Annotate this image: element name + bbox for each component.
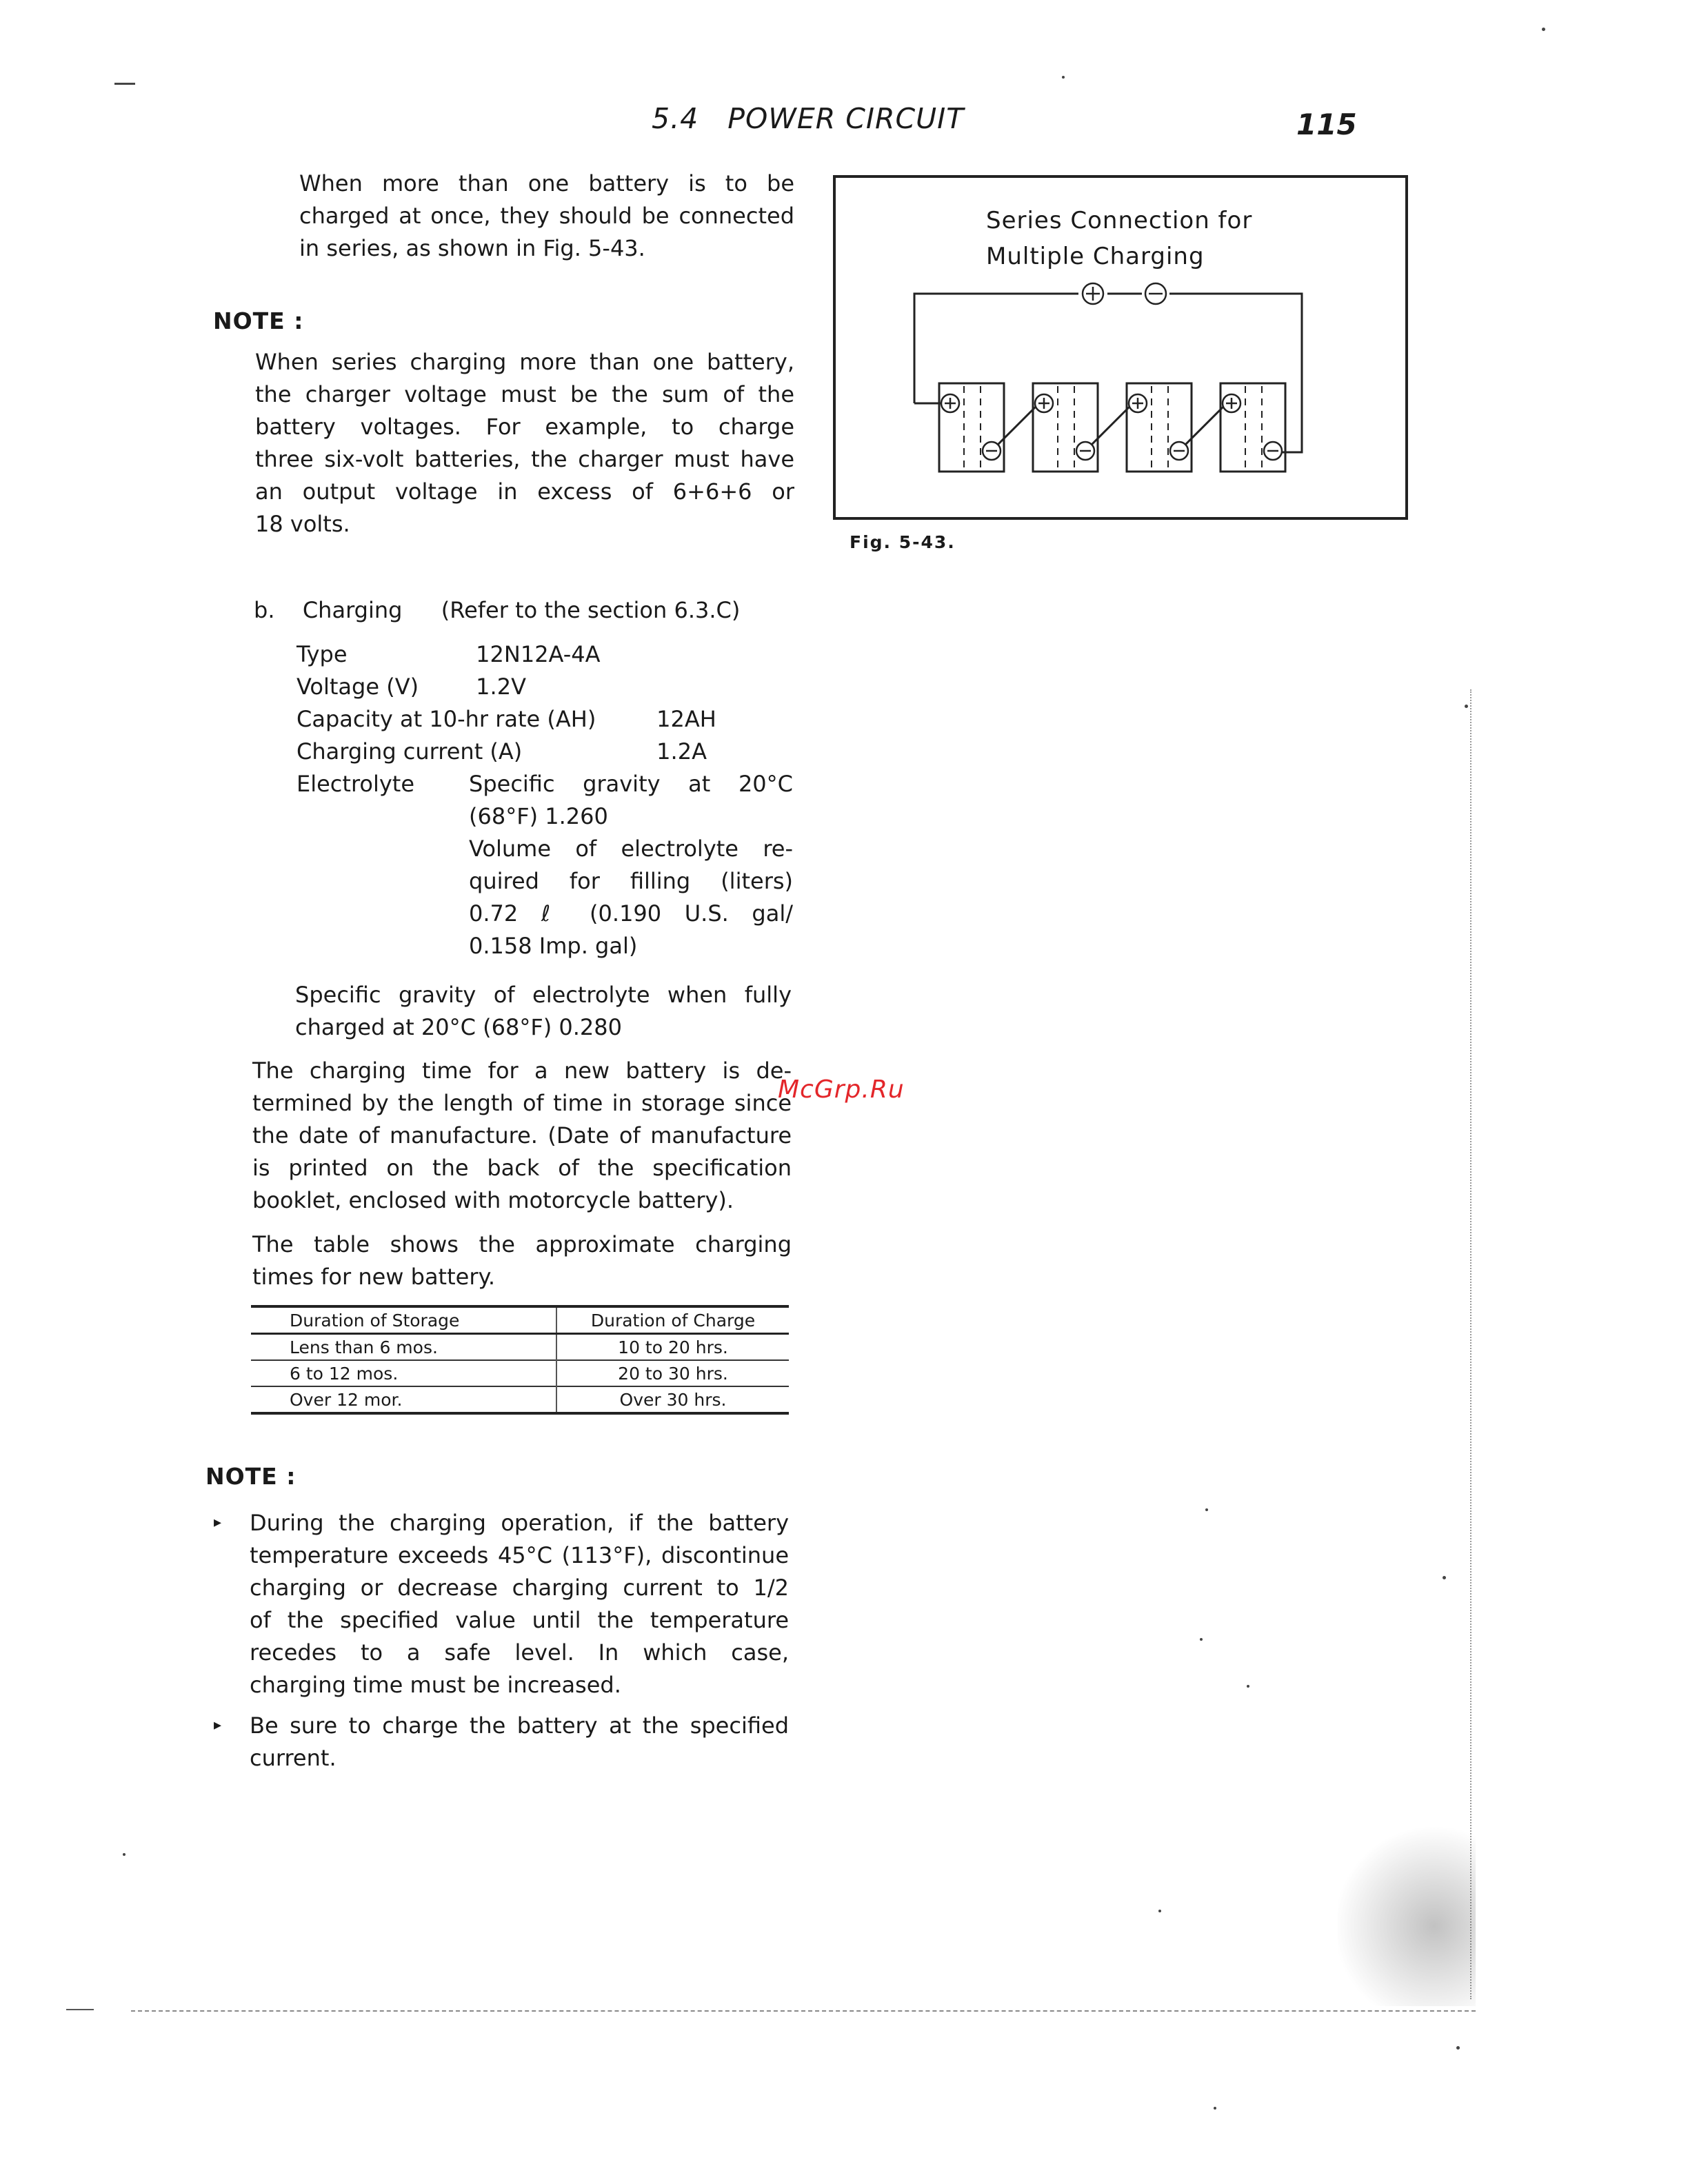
scan-speck — [1456, 2046, 1460, 2050]
page-number: 115 — [1296, 108, 1357, 141]
spec-row-capacity — [297, 706, 716, 732]
spec-label: Type — [297, 641, 348, 667]
section-title: 5.4 POWER CIRCUIT — [652, 102, 965, 135]
text-line: times for new battery. — [252, 1264, 496, 1290]
charging-heading-ref: (Refer to the section 6.3.C) — [441, 597, 741, 623]
text-line: battery voltages. For example, to charge — [255, 414, 794, 440]
table-intro-paragraph — [252, 1228, 792, 1293]
text-line: charged at once, they should be connected — [299, 203, 794, 229]
list-marker: b. — [254, 597, 275, 623]
table-cell: Over 12 mor. — [251, 1386, 556, 1413]
note-label: NOTE : — [213, 307, 304, 334]
full-charge-paragraph — [295, 979, 792, 1044]
text-line: charged at 20°C (68°F) 0.280 — [295, 1014, 622, 1040]
table-row — [251, 1360, 789, 1386]
note2-bullet2 — [250, 1710, 789, 1775]
text-line: the date of manufacture. (Date of manufacture — [252, 1122, 792, 1149]
scan-speck — [1205, 1508, 1208, 1511]
scan-mark — [66, 2009, 94, 2010]
text-line: charging time must be increased. — [250, 1672, 621, 1698]
text-line: the charger voltage must be the sum of the — [255, 381, 794, 407]
scan-speck — [1247, 1685, 1249, 1688]
text-line: current. — [250, 1745, 336, 1771]
spec-value: 12AH — [656, 706, 716, 732]
text-line: Be sure to charge the battery at the specified — [250, 1712, 789, 1739]
text-line: booklet, enclosed with motorcycle battery). — [252, 1187, 734, 1213]
text-line: recedes to a safe level. In which case, — [250, 1639, 789, 1666]
watermark-text: McGrp.Ru — [778, 1075, 905, 1104]
electrolyte-details — [469, 768, 793, 962]
note-label: NOTE : — [205, 1463, 297, 1490]
table-cell: Lens than 6 mos. — [251, 1334, 556, 1361]
table-cell: 20 to 30 hrs. — [618, 1363, 728, 1384]
spec-label: Charging current (A) — [297, 738, 523, 765]
column-header: Duration of Charge — [590, 1310, 756, 1331]
charging-heading-text: Charging — [302, 597, 403, 623]
scan-speck — [1443, 1576, 1446, 1579]
table-cell: 10 to 20 hrs. — [618, 1337, 728, 1357]
column-header: Duration of Storage — [251, 1306, 556, 1334]
spec-value: 1.2A — [656, 738, 707, 765]
spec-label: Voltage (V) — [297, 674, 419, 700]
spec-row-type — [297, 641, 601, 667]
scan-speck — [1200, 1638, 1203, 1641]
charging-time-table — [251, 1305, 789, 1415]
scan-speck — [1465, 705, 1468, 708]
charging-heading — [254, 597, 740, 623]
text-line: temperature exceeds 45°C (113°F), discontinue — [250, 1542, 789, 1568]
text-line: charging or decrease charging current to 1/2 — [250, 1575, 789, 1601]
series-connection-diagram — [833, 175, 1408, 520]
table-cell: Over 30 hrs. — [619, 1389, 727, 1410]
table-header-row — [251, 1306, 789, 1334]
scan-speck — [1542, 28, 1545, 31]
scan-speck — [1158, 1910, 1161, 1912]
bullet-icon: ▸ — [214, 1717, 222, 1734]
text-line: 18 volts. — [255, 511, 350, 537]
spec-value: 1.2V — [476, 674, 526, 700]
note2-bullet1 — [250, 1507, 789, 1701]
figure-title-line: Multiple Charging — [986, 243, 1205, 270]
scan-edge-line — [131, 2010, 1476, 2013]
table-cell: 6 to 12 mos. — [251, 1360, 556, 1386]
note1-paragraph — [255, 346, 794, 540]
table-row — [251, 1334, 789, 1361]
text-line: (68°F) 1.260 — [469, 803, 608, 829]
intro-paragraph — [299, 168, 794, 265]
spec-row-current — [297, 738, 707, 765]
text-line: quired for filling (liters) — [469, 868, 793, 894]
figure-caption: Fig. 5-43. — [850, 532, 956, 552]
text-line: in series, as shown in Fig. 5-43. — [299, 235, 645, 261]
scan-speck — [114, 83, 135, 85]
text-line: of the specified value until the temperature — [250, 1607, 789, 1633]
text-line: When more than one battery is to be — [299, 170, 794, 196]
text-line: Volume of electrolyte re- — [469, 836, 793, 862]
charger-negative-wire — [1169, 294, 1302, 452]
scan-speck — [123, 1853, 125, 1856]
figure-title-line: Series Connection for — [986, 207, 1253, 234]
scan-edge-line — [1470, 689, 1472, 1999]
bullet-icon: ▸ — [214, 1514, 222, 1531]
electrolyte-label: Electrolyte — [297, 771, 415, 797]
charging-time-paragraph — [252, 1055, 792, 1217]
text-line: The table shows the approximate charging — [252, 1231, 792, 1257]
text-line: is printed on the back of the specification — [252, 1155, 792, 1181]
text-line: three six-volt batteries, the charger must have — [255, 446, 794, 472]
scan-speck — [1062, 76, 1065, 79]
text-line: Specific gravity at 20°C — [469, 771, 793, 797]
text-line: The charging time for a new battery is de- — [252, 1058, 792, 1084]
text-line: termined by the length of time in storage since — [252, 1090, 792, 1116]
text-line: 0.158 Imp. gal) — [469, 933, 638, 959]
spec-row-voltage — [297, 674, 526, 700]
text-line: an output voltage in excess of 6+6+6 or — [255, 478, 794, 505]
scan-speck — [1214, 2107, 1216, 2110]
text-line: During the charging operation, if the battery — [250, 1510, 789, 1536]
spec-label: Capacity at 10-hr rate (AH) — [297, 706, 596, 732]
scan-smudge — [1338, 1806, 1476, 2006]
spec-value: 12N12A-4A — [476, 641, 601, 667]
table-row — [251, 1386, 789, 1413]
text-line: 0.72 ℓ (0.190 U.S. gal/ — [469, 900, 793, 927]
text-line: Specific gravity of electrolyte when fully — [295, 982, 792, 1008]
text-line: When series charging more than one battery, — [255, 349, 794, 375]
